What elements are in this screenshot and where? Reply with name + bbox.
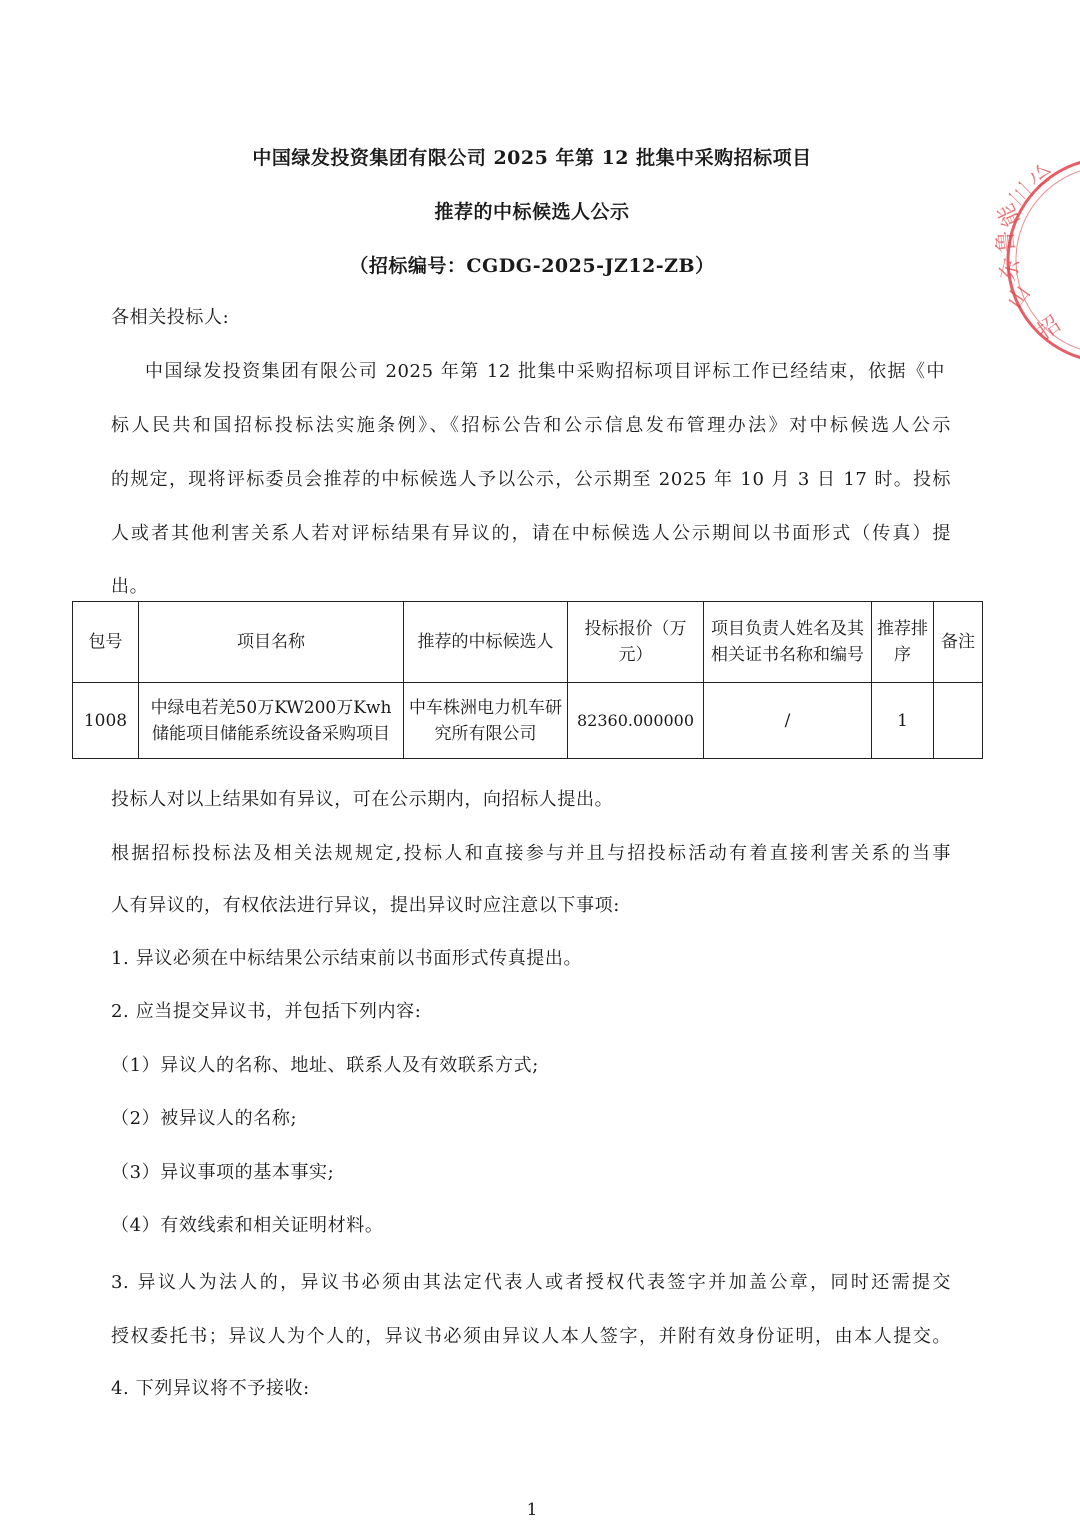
cell-project-manager: / [704,683,872,759]
intro-line-5: 出。 [111,576,149,597]
cell-bid-price: 82360.000000 [568,683,704,759]
seal-icon [993,159,1080,380]
cell-package-no: 1008 [73,683,139,759]
legal-basis-line-2: 人有异议的，有权依法进行异议，提出异议时应注意以下事项: [111,895,620,916]
table-header-row [73,602,983,683]
legal-basis-line-1: 根据招标投标法及相关法规规定,投标人和直接参与并且与招投标活动有着直接利害关系的当事 [111,843,951,864]
sub-item-3: （3）异议事项的基本事实; [111,1162,335,1183]
tender-number: （招标编号：CGDG-2025-JZ12-ZB） [349,255,715,277]
header-package-no: 包号 [73,602,139,683]
item-3-line-1: 3. 异议人为法人的，异议书必须由其法定代表人或者授权代表签字并加盖公章，同时还需提交 [111,1272,951,1293]
header-bid-price: 投标报价（万元） [568,602,704,683]
item-4: 4. 下列异议将不予接收: [111,1378,310,1399]
svg-text:鲁: 鲁 [993,229,1020,254]
sub-item-1: （1）异议人的名称、地址、联系人及有效联系方式; [111,1055,539,1076]
header-project-name: 项目名称 [139,602,404,683]
header-rank: 推荐排序 [872,602,934,683]
doc-title-line1: 中国绿发投资集团有限公司 2025 年第 12 批集中采购招标项目 [252,147,812,169]
table-row [73,683,983,759]
svg-text:东: 东 [995,255,1026,284]
intro-line-2: 标人民共和国招标投标法实施条例》、《招标公告和公示信息发布管理办法》对中标候选人公示 [111,415,951,436]
cell-candidate: 中车株洲电力机车研究所有限公司 [404,683,568,759]
svg-text:能: 能 [993,199,1026,231]
cell-project-name: 中绿电若羌50万KW200万Kwh储能项目储能系统设备采购项目 [139,683,404,759]
item-3-line-2: 授权委托书；异议人为个人的，异议书必须由异议人本人签字，并附有效身份证明，由本人提交。 [111,1326,951,1347]
svg-text:公: 公 [1026,159,1057,192]
intro-line-3: 的规定，现将评标委员会推荐的中标候选人予以公示，公示期至 2025 年 10 月 3 日 17 时。投标 [111,469,951,490]
svg-text:山: 山 [1002,281,1036,314]
company-seal-stamp [993,159,1080,380]
salutation: 各相关投标人: [111,307,230,328]
svg-text:三: 三 [1004,176,1039,210]
sub-item-4: （4）有效线索和相关证明材料。 [111,1215,384,1236]
cell-rank: 1 [872,683,934,759]
item-2: 2. 应当提交异议书，并包括下列内容: [111,1001,422,1022]
header-project-manager: 项目负责人姓名及其相关证书名称和编号 [704,602,872,683]
sub-item-2: （2）被异议人的名称; [111,1108,298,1129]
candidate-table [72,601,983,759]
objection-notice: 投标人对以上结果如有异议，可在公示期内，向招标人提出。 [111,789,614,810]
svg-text:招: 招 [1033,311,1066,345]
page-number: 1 [526,1500,538,1520]
header-note: 备注 [934,602,983,683]
item-1: 1. 异议必须在中标结果公示结束前以书面形式传真提出。 [111,948,583,969]
intro-line-1: 中国绿发投资集团有限公司 2025 年第 12 批集中采购招标项目评标工作已经结束，依据《中 [145,361,945,382]
header-candidate: 推荐的中标候选人 [404,602,568,683]
intro-line-4: 人或者其他利害关系人若对评标结果有异议的，请在中标候选人公示期间以书面形式（传真）提 [111,523,951,544]
cell-note [934,683,983,759]
doc-title-line2: 推荐的中标候选人公示 [434,201,630,223]
